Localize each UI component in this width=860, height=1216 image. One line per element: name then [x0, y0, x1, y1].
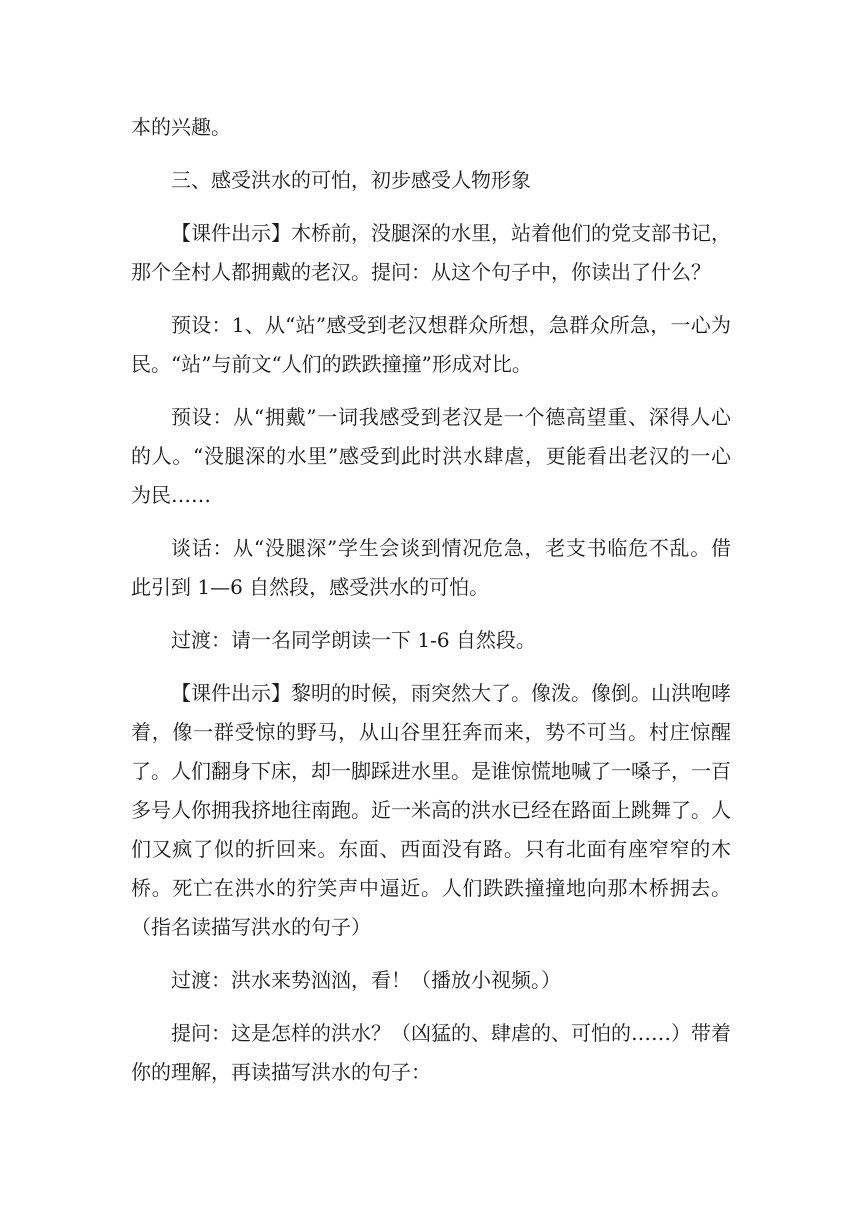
paragraph-courseware-quote-2: 【课件出示】黎明的时候，雨突然大了。像泼。像倒。山洪咆哮着，像一群受惊的野马，从山谷里狂奔而来，势不可当。村庄惊醒了。人们翻身下床，却一脚踩进水里。是谁惊慌地喊了一嗓子，一百多号人你拥我挤地往南跑。近一米高的洪水已经在路面上跳舞了。人们又疯了似的折回来。东面、西面没有路。只有北面有座窄窄的木桥。死亡在洪水的狞笑声中逼近。人们跌跌撞撞地向那木桥拥去。（指名读描写洪水的句子）	[131, 681, 731, 939]
document-body	[131, 108, 731, 1106]
paragraph-transition-1: 过渡：请一名同学朗读一下 1-6 自然段。	[171, 628, 536, 652]
paragraph-preset-1: 预设：1、从“站”感受到老汉想群众所想，急群众所急，一心为民。“站”与前文“人们的跌跌撞撞”形成对比。	[131, 313, 731, 376]
paragraph-transition-2: 过渡：洪水来势汹汹，看！（播放小视频。）	[171, 968, 561, 992]
section-heading: 三、感受洪水的可怕，初步感受人物形象	[171, 168, 531, 192]
paragraph-preset-2: 预设：从“拥戴”一词我感受到老汉是一个德高望重、深得人心的人。“没腿深的水里”感受到此时洪水肆虐，更能看出老汉的一心为民……	[131, 405, 731, 507]
paragraph-question: 提问：这是怎样的洪水？（凶猛的、肆虐的、可怕的……）带着你的理解，再读描写洪水的句子：	[131, 1021, 731, 1084]
paragraph-discussion: 谈话：从“没腿深”学生会谈到情况危急，老支书临危不乱。借此引到 1—6 自然段，感受洪水的可怕。	[131, 536, 731, 599]
paragraph-courseware-quote-1: 【课件出示】木桥前，没腿深的水里，站着他们的党支部书记，那个全村人都拥戴的老汉。提问：从这个句子中，你读出了什么？	[131, 221, 731, 284]
paragraph-continuation: 本的兴趣。	[131, 115, 231, 139]
